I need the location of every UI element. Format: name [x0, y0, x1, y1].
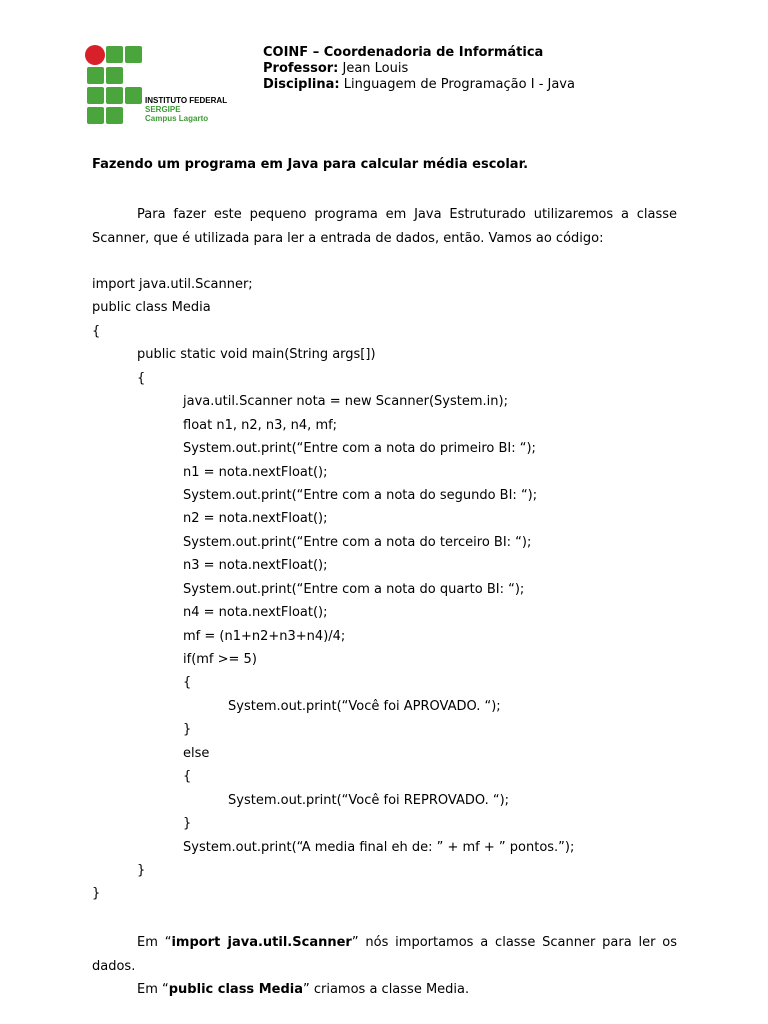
- code-line: }: [137, 862, 146, 878]
- code-line: }: [183, 816, 192, 832]
- logo-text-line3: Campus Lagarto: [145, 114, 209, 123]
- discipline-label: Disciplina:: [263, 77, 340, 92]
- logo-square: [106, 67, 123, 84]
- code-line: {: [183, 675, 192, 691]
- logo-text-line1: INSTITUTO FEDERAL: [145, 96, 228, 105]
- explanation-paragraph-import: [92, 931, 677, 978]
- code-listing: [92, 273, 574, 906]
- header-coordination: [263, 45, 575, 61]
- code-line: java.util.Scanner nota = new Scanner(System.in);: [183, 394, 508, 410]
- intro-paragraph: Para fazer este pequeno programa em Java Estruturado utilizaremos a classe Scanner, que é utilizada para ler a entrada de dados, então. Vamos ao código:: [92, 207, 677, 246]
- code-line: System.out.print(“Entre com a nota do terceiro BI: “);: [183, 534, 532, 550]
- code-line: import java.util.Scanner;: [92, 277, 253, 292]
- header-discipline: [263, 77, 575, 93]
- code-line: System.out.print(“Você foi APROVADO. “);: [228, 698, 501, 714]
- institute-logo: [83, 44, 243, 130]
- logo-square: [106, 87, 123, 104]
- logo-text: [145, 96, 227, 123]
- logo-square: [125, 46, 142, 63]
- p2-code-term: public class Media: [168, 982, 303, 997]
- logo-text-line2: SERGIPE: [145, 105, 181, 114]
- code-line: System.out.print(“Entre com a nota do quarto BI: “);: [183, 581, 525, 597]
- code-line: public static void main(String args[]): [137, 347, 376, 363]
- logo-red-circle: [85, 45, 105, 65]
- code-line: public class Media: [92, 300, 211, 316]
- explanation-paragraph-class: [92, 978, 677, 1002]
- code-line: n2 = nota.nextFloat();: [183, 511, 328, 527]
- header-professor: [263, 61, 575, 77]
- discipline-value: Linguagem de Programação I - Java: [339, 77, 575, 92]
- header-coordination-text: COINF – Coordenadoria de Informática: [263, 45, 544, 60]
- code-line: {: [183, 769, 192, 785]
- logo-square: [87, 67, 104, 84]
- code-line: n3 = nota.nextFloat();: [183, 558, 328, 574]
- logo-square: [106, 107, 123, 124]
- logo-square: [87, 107, 104, 124]
- code-line: System.out.print(“A media final eh de: ” + mf + ” pontos.”);: [183, 839, 575, 855]
- code-line: n4 = nota.nextFloat();: [183, 605, 328, 621]
- code-line: {: [92, 323, 101, 339]
- code-line: {: [137, 370, 146, 386]
- code-line: if(mf >= 5): [183, 652, 257, 667]
- header-info: [263, 45, 575, 93]
- logo-square: [87, 87, 104, 104]
- p2-suffix: ” criamos a classe Media.: [302, 982, 470, 997]
- logo-square: [106, 46, 123, 63]
- code-line: System.out.print(“Você foi REPROVADO. “);: [228, 792, 510, 808]
- code-line: mf = (n1+n2+n3+n4)/4;: [183, 628, 346, 644]
- p2-prefix: Em “: [137, 982, 169, 997]
- p1-suffix: ” nós importamos a classe Scanner para ler os dados.: [92, 935, 677, 974]
- code-line: System.out.print(“Entre com a nota do segundo BI: “);: [183, 487, 538, 503]
- professor-value: Jean Louis: [338, 61, 409, 76]
- code-line: }: [183, 722, 192, 738]
- p1-code-term: import java.util.Scanner: [171, 935, 352, 950]
- professor-label: Professor:: [263, 61, 339, 76]
- document-title: Fazendo um programa em Java para calcular média escolar.: [92, 157, 529, 172]
- code-line: System.out.print(“Entre com a nota do primeiro BI: “);: [183, 441, 536, 457]
- code-line: float n1, n2, n3, n4, mf;: [183, 417, 338, 433]
- p1-prefix: Em “: [137, 935, 172, 950]
- code-line: else: [183, 745, 210, 761]
- logo-square: [125, 87, 142, 104]
- code-line: n1 = nota.nextFloat();: [183, 464, 328, 480]
- code-line: }: [92, 886, 101, 902]
